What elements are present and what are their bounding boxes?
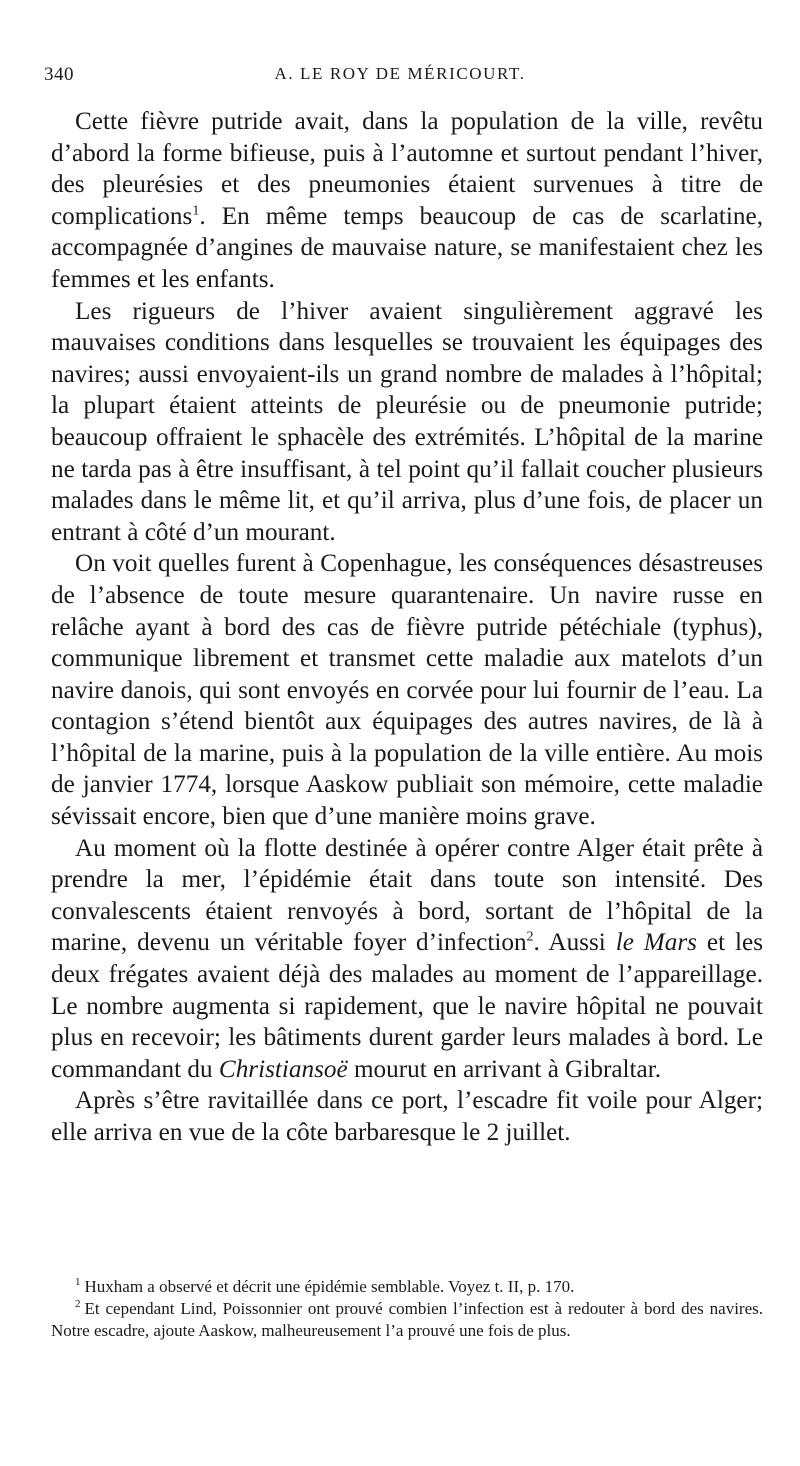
ship-name: Christiansoë xyxy=(218,1055,348,1083)
footnote-text: Huxham a observé et décrit une épidémie semblable. Voyez t. II, p. 170. xyxy=(84,1277,575,1296)
paragraph-text: mourut en arrivant à Gibraltar. xyxy=(347,1055,661,1083)
page-header xyxy=(44,64,756,96)
footnote xyxy=(51,1298,763,1342)
footnote-text: Et cependant Lind, Poissonnier ont prouvé combien l’infection est à redouter à bord des navires. Notre escadre, ajoute Aaskow, malheureusement l’a prouvé une fois de plus. xyxy=(51,1299,763,1340)
footnote-ref: 2 xyxy=(526,930,534,946)
footnote-mark: 2 xyxy=(75,1298,81,1311)
footnote xyxy=(51,1276,763,1298)
paragraph-text: . Aussi xyxy=(533,929,616,957)
paragraph-text: Au moment où la flotte destinée à opérer contre Alger était prête à prendre la mer, l’épidémie était dans toute son intensité. Des convalescents étaient renvoyés à bord, sortant de l’hôpital de la marine, devenu un véritable foyer d’infection xyxy=(51,834,763,957)
footnote-ref: 1 xyxy=(192,203,200,219)
running-head: A. LE ROY DE MÉRICOURT. xyxy=(274,64,526,83)
paragraph: Après s’être ravitaillée dans ce port, l’escadre fit voile pour Alger; elle arriva en vue de la côte barbaresque le 2 juillet. xyxy=(51,1087,763,1146)
footnote-mark: 1 xyxy=(75,1276,81,1289)
paragraph-text: . En même temps beaucoup de cas de scarlatine, accompagnée d’angines de mauvaise nature, se manifestaient chez les femmes et les enfants. xyxy=(51,202,763,293)
paragraph-text: et les deux frégates avaient déjà des malades au moment de l’appareillage. Le nombre augmenta si rapidement, que le navire hôpital ne pouvait plus en recevoir; les bâtiments durent garder leurs malades à bord. Le commandant du xyxy=(51,929,764,1083)
page-number: 340 xyxy=(44,64,74,85)
paragraph xyxy=(51,106,763,296)
main-text xyxy=(51,106,763,1149)
paragraph: Les rigueurs de l’hiver avaient singulièrement aggravé les mauvaises conditions dans lesquelles se trouvaient les équipages des navires; aussi envoyaient-ils un grand nombre de malades à l’hôpital; la plupart étaient atteints de pleurésie ou de pneumonie putride; beaucoup offraient le sphacèle des extrémités. L’hôpital de la marine ne tarda pas à être insuffisant, à tel point qu’il fallait coucher plusieurs malades dans le même lit, et qu’il arriva, plus d’une fois, de placer un entrant à côté d’un mourant. xyxy=(51,297,763,546)
paragraph: On voit quelles furent à Copenhague, les conséquences désastreuses de l’absence de toute mesure quarantenaire. Un navire russe en relâche ayant à bord des cas de fièvre putride pétéchiale (typhus), communique librement et transmet cette maladie aux matelots d’un navire danois, qui sont envoyés en corvée pour lui fournir de l’eau. La contagion s’étend bientôt aux équipages des autres navires, de là à l’hôpital de la marine, puis à la population de la ville entière. Au mois de janvier 1774, lorsque Aaskow publiait son mémoire, cette maladie sévissait encore, bien que d’une manière moins grave. xyxy=(51,550,763,831)
ship-name: le Mars xyxy=(615,929,697,957)
paragraph-text: Cette fièvre putride avait, dans la population de la ville, revêtu d’abord la forme bifieuse, puis à l’automne et surtout pendant l’hiver, des pleurésies et des pneumonies étaient survenues à titre de complications xyxy=(51,108,763,230)
footnotes xyxy=(51,1276,763,1342)
paragraph xyxy=(51,833,763,1086)
